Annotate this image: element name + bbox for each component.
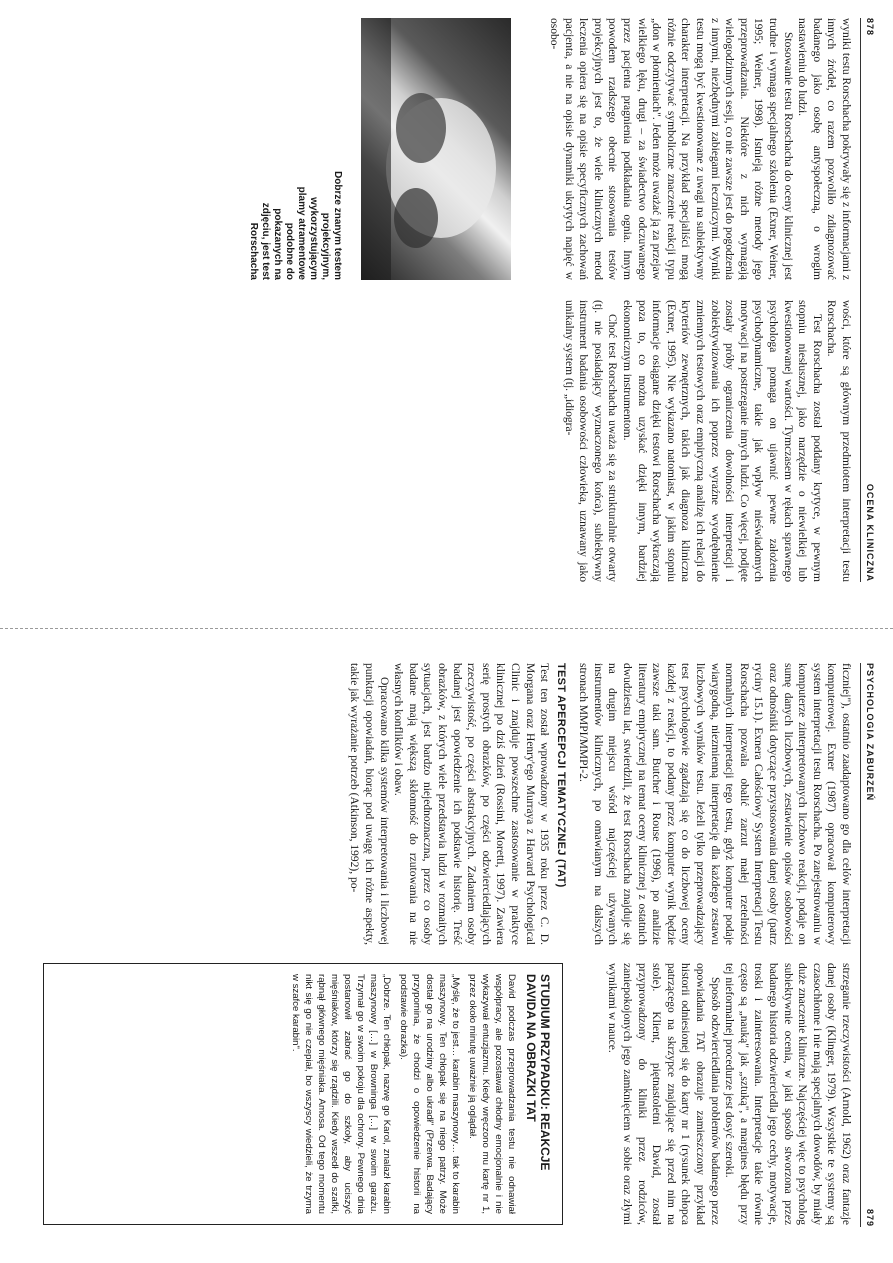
- page-number: 879: [865, 1208, 875, 1227]
- paragraph: wości, które są głównym przedmiotem interpretacji testu Rorschacha.: [825, 300, 852, 582]
- running-title: OCENA KLINICZNA: [865, 483, 875, 582]
- case-study-title: STUDIUM PRZYPADKU: REAKCJE DAVIDA NA OBRAZKI TAT: [524, 974, 552, 1171]
- page-879: [0, 645, 893, 1263]
- running-head-879: [860, 663, 875, 1227]
- case-study-box: [43, 963, 563, 1225]
- paragraph: Choć test Rorschacha uważa się za strukturalnie otwarty (tj. nie posiadający wyznaczonego końca), subiektywny instrument badania osobowości człowieka, uznawany jako unikalny system (tj. „idiogra-: [562, 300, 619, 582]
- paragraph: Opracowano kilka systemów interpretowania i liczbowej punktacji opowiadań, biorąc pod uwagę ich różne aspekty, takie jak wyrażanie potrzeb (Atkinson, 1992), po-: [348, 663, 390, 945]
- section-heading-tat: TEST APERCEPCJI TEMATYCZNEJ (TAT): [554, 663, 567, 888]
- page-878-content: [0, 0, 893, 600]
- rorschach-photo: [361, 18, 511, 280]
- paragraph: Test ten został wprowadzony w 1935 roku przez C. D. Morgana oraz Henry'ego Murraya z Harvard Psychological Clinic i znajduje powszechne zastosowanie w praktyce klinicznej po dziś dzień (Rossini, Moretti, 1997). Zawiera serię prostych obrazków, po części odzwierciedlających rzeczywistość, po części abstrakcyjnych. Zadaniem osoby badanej jest opowiedzenie ich podstawie historię. Treść obrazków, z których wiele przedstawia ludzi w rozmaitych sytuacjach, jest bardzo niejednoznaczna, przez co osoby badane mają większą skłonność do rzutowania na nie własnych konfliktów i obaw.: [392, 663, 551, 945]
- running-title: PSYCHOLOGIA ZABURZEŃ: [865, 663, 875, 802]
- paragraph: Stosowanie testu Rorschacha do oceny klinicznej jest trudne i wymaga specjalnego szkolenia (Exner, Weiner, 1995; Weiner, 1998). Istnieją różne metody jego przeprowadzania. Niektóre z nich wymagają wielogodzinnych sesji, co nie zawsze jest do pogodzenia z innymi, niezbędnymi zabiegami leczniczymi. Wyniki testu mogą być kwestionowane z uwagi na subiektywny charakter interpretacji. Na przykład specjaliści mogą różnie odczytywać symboliczne znaczenie reakcji typu „don w płomieniach". Jeden może uważać ją za przejaw wielkiego lęku, drugi – za świadectwo odczuwanego przez pacjenta pragnienia podkładania ognia. Innym powodem rzadszego obecnie stosowania testów projekcyjnych jest to, że wiele klinicznych metod leczenia opiera się na opisie specyficznych zachowań pacjenta, a nie na opisie dynamiki ukrytych napięć w osobo-: [548, 18, 794, 280]
- left-column: [13, 663, 853, 945]
- photo-caption: Dobrze znanym testem projekcyjnym, wykorzystującym plamy atramentowe podobne do pokazanych na zdjęciu, jest test Rorschacha: [248, 171, 343, 280]
- paragraph: Test Rorschacha został poddany krytyce, w pewnym stopniu niesłusznej, jako narzędzie o niewielkiej lub kwestionowanej wartości. Tymczasem w rękach sprawnego psychologa pomaga on ujawnić pewne założenia psychodynamiczne, takie jak wpływ nieświadomych motywacji na postrzeganie innych ludzi. Co więcej, podjęte zostały próby ograniczenia dowolności interpretacji i zobiektywizowania ich poprzez wyraźne wyodrębnienie zmiennych testowych oraz empiryczną analizę ich relacji do kryteriów zewnętrznych, takich jak diagnoza kliniczna (Exner, 1995). Nie wykazano natomiast, w jakim stopniu informacje osiągane dzięki testowi Rorschacha wykraczają poza to, co można uzyskać dzięki innym, bardziej ekonomicznym instrumentom.: [621, 300, 823, 582]
- paragraph: wyniki testu Rorschacha pokrywały się z informacjami z innych źródeł, co razem pozwoliło zdiagnozować badanego jako osobę antyspołeczną, o wrogim nastawieniu do ludzi.: [796, 18, 852, 280]
- right-column-top: [553, 963, 853, 1225]
- page-879-content: [0, 645, 893, 1245]
- case-study-paragraph: David podczas przeprowadzania testu nie odnawiał współpracy, ale pozostawał chłodny emocjonalnie i nie wykazywał entuzjazmu. Kiedy wręczono mu kartę nr 1, przez około minutę uważnie ją oglądał.: [467, 974, 517, 1214]
- paragraph: strzeganie rzeczywistości (Arnold, 1962) oraz fantazje danej osoby (Klinger, 1979). Wszystkie te systemy są czasochłonne i nie mają specjalnych dowodów, by miały duże znaczenie kliniczne. Najczęściej więc to psycholog subiektywnie ocenia, w jaki sposób stworzona przez badanego historia odzwierciedla jego cechy, motywacje, troski i zainteresowania. Interpretacje takie równie często są „nauką" jak „sztuką", a margines błędu przy tej nieformalnej procedurze jest dosyć szeroki.: [723, 963, 852, 1225]
- case-study-paragraph: „Dobrze. Ten chłopak, nazwę go Karol, znalazł karabin maszynowy […] w Browninga […] w swoim garażu. Trzymał go w swoim pokoju dla ochrony. Pewnego dnia postanowił zabrać go do szkoły, aby uciszyć mięśniaków, którzy się rządzili. Kiedy wszedł do szafki, rąbnął głównego mięśniaka. Amosa. Od tego momentu nikt się go nie czepiał, bo wszyscy wiedzieli, że trzyma w szafce karabin".: [290, 974, 392, 1214]
- running-head-878: [860, 18, 875, 582]
- paragraph: Sposób odzwierciedlania problemów badanego przez opowiadania TAT obrazuje zamieszczony przykład historii odniesionej się do karty nr 1 (rysunek chłopca patrzącego na skrzypce znajdujące się przed nim na stole). Klient, piętnastoletni Dawid, został przyprowadzony do kliniki przez rodziców, zaniepokojonych jego zamknięciem w sobie oraz złymi wynikami w nauce.: [606, 963, 721, 1225]
- page-number: 878: [865, 18, 875, 37]
- right-column: [13, 300, 853, 582]
- left-column-top: [513, 18, 853, 280]
- photo-illustration: [361, 18, 511, 280]
- page-divider: [0, 628, 893, 629]
- case-study-paragraph: „Myślę, że to jest… karabin maszynowy… tak to karabin maszynowy. Ten chłopak się na niego patrzy. Może dostał go na urodziny albo ukradł" (Przerwa. Badający przypomina, że chodzi o opowiedzenie historii na podstawie obrazka).: [398, 974, 461, 1214]
- page-878: [0, 0, 893, 618]
- paragraph: ficzniej"), ostatnio zaadaptowano go dla celów interpretacji komputerowej. Exner (1987) opracował komputerowy system interpretacji testu Rorschacha. Po zarejestrowaniu w komputerze zinterpretowanych liczbowo reakcji, podaje on sumę danych liczbowych, zestawienie opisów osobowości oraz odnośniki dotyczące przystosowania danej osoby (patrz ryciny 15.1). Exnera Całościowy System Interpretacji Testu Rorschacha pozwala obalić zarzut małej rzetelności normalnych interpretacji tego testu, gdyż komputer podaje wiarygodną, niezmienną interpretację dla każdego zestawu liczbowych wyników testu. Jeżeli tylko przeprowadzający test psychologowie zgadzają się co do liczbowej oceny każdej z reakcji, to podany przez komputer wynik będzie zawsze taki sam. Butcher i Rouse (1996), po analizie literatury empirycznej na temat oceny klinicznej z ostatnich dwudziestu lat, stwierdzili, że test Rorschacha znajduje się na drugim miejscu wśród najczęściej używanych instrumentów klinicznych, po omawianym na dalszych stronach MMPI/MMPI-2.: [577, 663, 852, 945]
